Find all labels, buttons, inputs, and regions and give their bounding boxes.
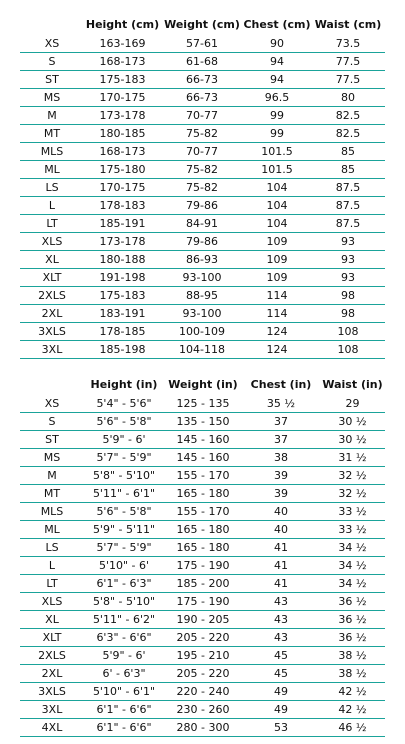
table-cell: 43 bbox=[274, 631, 288, 644]
table-cell: 135 - 150 bbox=[176, 415, 230, 428]
table-cell: 99 bbox=[270, 109, 284, 122]
table-cell: 5'7" - 5'9" bbox=[96, 541, 152, 554]
table-cell: 38 ½ bbox=[338, 667, 367, 680]
table-cell: 124 bbox=[266, 325, 288, 338]
table-cell: 30 ½ bbox=[338, 415, 367, 428]
table-cell: 185-198 bbox=[99, 343, 146, 356]
table-cell: 175-183 bbox=[99, 73, 146, 86]
size-label: MLS bbox=[40, 145, 64, 158]
size-label: MLS bbox=[40, 505, 64, 518]
table-row bbox=[20, 395, 385, 413]
size-label: L bbox=[48, 199, 56, 212]
table-cell: 185 - 200 bbox=[176, 577, 230, 590]
table-cell: 168-173 bbox=[99, 55, 146, 68]
table-cell: 87.5 bbox=[335, 199, 361, 212]
table-cell: 178-183 bbox=[99, 199, 146, 212]
size-table-cm bbox=[20, 13, 385, 359]
size-label: L bbox=[48, 559, 56, 572]
table-row bbox=[20, 269, 385, 287]
table-cell: 108 bbox=[337, 325, 359, 338]
header-row bbox=[20, 373, 385, 395]
table-cell: 75-82 bbox=[186, 181, 218, 194]
size-label: ST bbox=[45, 73, 59, 86]
table-cell: 191-198 bbox=[99, 271, 146, 284]
table-cell: 5'7" - 5'9" bbox=[96, 451, 152, 464]
table-cell: 109 bbox=[266, 253, 288, 266]
table-row bbox=[20, 431, 385, 449]
table-cell: 170-175 bbox=[99, 181, 146, 194]
table-row bbox=[20, 53, 385, 71]
table-cell: 175 - 190 bbox=[176, 559, 230, 572]
table-cell: 5'10" - 6'1" bbox=[92, 685, 156, 698]
table-cell: 6'1" - 6'6" bbox=[96, 703, 152, 716]
table-cell: 101.5 bbox=[261, 163, 293, 176]
table-row bbox=[20, 719, 385, 737]
size-label: XS bbox=[44, 397, 60, 410]
table-row bbox=[20, 179, 385, 197]
size-label: 2XL bbox=[41, 307, 63, 320]
table-cell: 38 bbox=[274, 451, 288, 464]
table-cell: 124 bbox=[266, 343, 288, 356]
table-cell: 75-82 bbox=[186, 127, 218, 140]
table-cell: 99 bbox=[270, 127, 284, 140]
table-row bbox=[20, 665, 385, 683]
table-cell: 5'8" - 5'10" bbox=[92, 469, 156, 482]
table-cell: 42 ½ bbox=[338, 703, 367, 716]
table-cell: 41 bbox=[274, 559, 288, 572]
table-cell: 168-173 bbox=[99, 145, 146, 158]
table-cell: 70-77 bbox=[186, 145, 218, 158]
table-cell: 93-100 bbox=[182, 271, 222, 284]
table-cell: 34 ½ bbox=[338, 577, 367, 590]
size-label: ML bbox=[44, 163, 60, 176]
table-cell: 82.5 bbox=[335, 109, 361, 122]
table-cell: 145 - 160 bbox=[176, 433, 230, 446]
size-label: 4XL bbox=[41, 721, 63, 734]
table-cell: 205 - 220 bbox=[176, 631, 230, 644]
table-row bbox=[20, 89, 385, 107]
table-cell: 155 - 170 bbox=[176, 469, 230, 482]
table-cell: 280 - 300 bbox=[176, 721, 230, 734]
table-cell: 93 bbox=[341, 253, 355, 266]
table-cell: 104 bbox=[266, 181, 288, 194]
size-label: MS bbox=[43, 451, 61, 464]
size-table-inches bbox=[20, 373, 385, 737]
table-cell: 109 bbox=[266, 271, 288, 284]
table-cell: 125 - 135 bbox=[176, 397, 230, 410]
header-row bbox=[20, 13, 385, 35]
table-row bbox=[20, 593, 385, 611]
table-cell: 41 bbox=[274, 541, 288, 554]
table-cell: 77.5 bbox=[335, 73, 361, 86]
size-label: LT bbox=[46, 217, 58, 230]
table-cell: 165 - 180 bbox=[176, 487, 230, 500]
table-cell: 5'9" - 6' bbox=[102, 433, 146, 446]
table-row bbox=[20, 323, 385, 341]
table-cell: 73.5 bbox=[335, 37, 361, 50]
table-row bbox=[20, 503, 385, 521]
size-label: LT bbox=[46, 577, 58, 590]
table-cell: 98 bbox=[341, 307, 355, 320]
table-cell: 230 - 260 bbox=[176, 703, 230, 716]
size-label: LS bbox=[45, 541, 59, 554]
table-cell: 180-188 bbox=[99, 253, 146, 266]
table-cell: 43 bbox=[274, 595, 288, 608]
table-cell: 70-77 bbox=[186, 109, 218, 122]
table-cell: 49 bbox=[274, 685, 288, 698]
table-cell: 104 bbox=[266, 217, 288, 230]
size-label: MS bbox=[43, 91, 61, 104]
table-cell: 170-175 bbox=[99, 91, 146, 104]
table-cell: 220 - 240 bbox=[176, 685, 230, 698]
table-cell: 93 bbox=[341, 235, 355, 248]
table-cell: 36 ½ bbox=[338, 613, 367, 626]
table-cell: 165 - 180 bbox=[176, 541, 230, 554]
table-row bbox=[20, 683, 385, 701]
column-header: Waist (in) bbox=[322, 377, 383, 391]
table-cell: 180-185 bbox=[99, 127, 146, 140]
table-cell: 96.5 bbox=[264, 91, 290, 104]
table-row bbox=[20, 161, 385, 179]
table-cell: 79-86 bbox=[186, 235, 218, 248]
size-label: S bbox=[48, 55, 56, 68]
table-cell: 84-91 bbox=[186, 217, 218, 230]
table-cell: 57-61 bbox=[186, 37, 218, 50]
size-label: 2XLS bbox=[38, 649, 66, 662]
table-row bbox=[20, 143, 385, 161]
table-cell: 98 bbox=[341, 289, 355, 302]
table-cell: 33 ½ bbox=[338, 523, 367, 536]
table-cell: 185-191 bbox=[99, 217, 146, 230]
table-cell: 34 ½ bbox=[338, 559, 367, 572]
size-label: LS bbox=[45, 181, 59, 194]
table-cell: 33 ½ bbox=[338, 505, 367, 518]
table-row bbox=[20, 107, 385, 125]
table-cell: 34 ½ bbox=[338, 541, 367, 554]
table-cell: 77.5 bbox=[335, 55, 361, 68]
size-label: ML bbox=[44, 523, 60, 536]
table-cell: 45 bbox=[274, 667, 288, 680]
table-cell: 190 - 205 bbox=[176, 613, 230, 626]
table-cell: 86-93 bbox=[186, 253, 218, 266]
table-cell: 75-82 bbox=[186, 163, 218, 176]
size-label: XLS bbox=[41, 595, 63, 608]
table-cell: 88-95 bbox=[186, 289, 218, 302]
column-header: Height (cm) bbox=[85, 17, 160, 31]
table-cell: 5'8" - 5'10" bbox=[92, 595, 156, 608]
size-label: M bbox=[47, 469, 57, 482]
size-label: 2XLS bbox=[38, 289, 66, 302]
size-label: XLS bbox=[41, 235, 63, 248]
table-cell: 36 ½ bbox=[338, 595, 367, 608]
table-cell: 178-185 bbox=[99, 325, 146, 338]
table-cell: 163-169 bbox=[99, 37, 146, 50]
table-row bbox=[20, 467, 385, 485]
table-row bbox=[20, 215, 385, 233]
table-cell: 183-191 bbox=[99, 307, 146, 320]
table-cell: 79-86 bbox=[186, 199, 218, 212]
column-header: Chest (cm) bbox=[243, 17, 311, 31]
table-row bbox=[20, 287, 385, 305]
table-cell: 37 bbox=[274, 415, 288, 428]
size-label: XLT bbox=[42, 271, 62, 284]
table-cell: 30 ½ bbox=[338, 433, 367, 446]
table-row bbox=[20, 575, 385, 593]
table-cell: 100-109 bbox=[179, 325, 225, 338]
table-cell: 37 bbox=[274, 433, 288, 446]
table-cell: 173-178 bbox=[99, 235, 146, 248]
column-header: Height (in) bbox=[90, 377, 158, 391]
table-cell: 61-68 bbox=[186, 55, 218, 68]
size-label: MT bbox=[43, 487, 61, 500]
table-cell: 42 ½ bbox=[338, 685, 367, 698]
table-row bbox=[20, 197, 385, 215]
table-cell: 32 ½ bbox=[338, 487, 367, 500]
size-label: 3XL bbox=[41, 343, 63, 356]
table-row bbox=[20, 305, 385, 323]
table-cell: 145 - 160 bbox=[176, 451, 230, 464]
table-cell: 39 bbox=[274, 469, 288, 482]
table-cell: 6'1" - 6'6" bbox=[96, 721, 152, 734]
table-cell: 29 bbox=[345, 397, 360, 410]
table-cell: 6' - 6'3" bbox=[102, 667, 146, 680]
table-cell: 101.5 bbox=[261, 145, 293, 158]
table-cell: 205 - 220 bbox=[176, 667, 230, 680]
table-cell: 85 bbox=[341, 163, 355, 176]
size-label: S bbox=[48, 415, 56, 428]
table-cell: 175 - 190 bbox=[176, 595, 230, 608]
table-cell: 36 ½ bbox=[338, 631, 367, 644]
table-cell: 5'6" - 5'8" bbox=[96, 505, 152, 518]
size-label: XS bbox=[44, 37, 60, 50]
table-cell: 38 ½ bbox=[338, 649, 367, 662]
table-row bbox=[20, 539, 385, 557]
table-cell: 195 - 210 bbox=[176, 649, 230, 662]
table-cell: 5'10" - 6' bbox=[98, 559, 150, 572]
size-label: 3XLS bbox=[38, 685, 66, 698]
table-row bbox=[20, 413, 385, 431]
table-cell: 114 bbox=[266, 289, 288, 302]
table-row bbox=[20, 521, 385, 539]
column-header: Waist (cm) bbox=[314, 17, 382, 31]
table-row bbox=[20, 629, 385, 647]
table-cell: 6'3" - 6'6" bbox=[96, 631, 152, 644]
table-cell: 85 bbox=[341, 145, 355, 158]
table-cell: 173-178 bbox=[99, 109, 146, 122]
table-cell: 80 bbox=[341, 91, 355, 104]
table-cell: 45 bbox=[274, 649, 288, 662]
column-header: Chest (in) bbox=[250, 377, 312, 391]
table-row bbox=[20, 71, 385, 89]
table-cell: 165 - 180 bbox=[176, 523, 230, 536]
table-cell: 93 bbox=[341, 271, 355, 284]
table-cell: 5'6" - 5'8" bbox=[96, 415, 152, 428]
table-row bbox=[20, 647, 385, 665]
table-cell: 175-183 bbox=[99, 289, 146, 302]
table-row bbox=[20, 251, 385, 269]
table-cell: 49 bbox=[274, 703, 288, 716]
table-row bbox=[20, 485, 385, 503]
table-cell: 109 bbox=[266, 235, 288, 248]
table-row bbox=[20, 557, 385, 575]
table-cell: 87.5 bbox=[335, 181, 361, 194]
table-cell: 6'1" - 6'3" bbox=[96, 577, 152, 590]
table-cell: 66-73 bbox=[186, 91, 218, 104]
table-row bbox=[20, 449, 385, 467]
size-label: 3XLS bbox=[38, 325, 66, 338]
table-row bbox=[20, 35, 385, 53]
table-row bbox=[20, 341, 385, 359]
table-cell: 40 bbox=[274, 523, 288, 536]
table-cell: 104-118 bbox=[179, 343, 225, 356]
table-cell: 104 bbox=[266, 199, 288, 212]
table-cell: 41 bbox=[274, 577, 288, 590]
table-cell: 5'11" - 6'2" bbox=[92, 613, 156, 626]
table-cell: 94 bbox=[270, 55, 284, 68]
table-cell: 35 ½ bbox=[266, 397, 296, 410]
table-cell: 114 bbox=[266, 307, 288, 320]
table-cell: 94 bbox=[270, 73, 284, 86]
table-cell: 32 ½ bbox=[338, 469, 367, 482]
table-cell: 40 bbox=[274, 505, 288, 518]
table-cell: 5'4" - 5'6" bbox=[96, 397, 152, 410]
table-row bbox=[20, 701, 385, 719]
size-label: XL bbox=[45, 613, 59, 626]
table-cell: 39 bbox=[274, 487, 288, 500]
table-cell: 5'9" - 6' bbox=[102, 649, 146, 662]
size-label: M bbox=[47, 109, 57, 122]
table-cell: 31 ½ bbox=[338, 451, 367, 464]
table-cell: 155 - 170 bbox=[176, 505, 230, 518]
table-cell: 90 bbox=[270, 37, 284, 50]
table-cell: 87.5 bbox=[335, 217, 361, 230]
size-label: 3XL bbox=[41, 703, 63, 716]
size-label: 2XL bbox=[41, 667, 63, 680]
table-row bbox=[20, 611, 385, 629]
size-label: ST bbox=[45, 433, 59, 446]
size-label: XL bbox=[45, 253, 59, 266]
table-cell: 53 bbox=[274, 721, 288, 734]
table-row bbox=[20, 233, 385, 251]
column-header: Weight (cm) bbox=[164, 17, 240, 31]
table-cell: 5'11" - 6'1" bbox=[92, 487, 156, 500]
size-label: MT bbox=[43, 127, 61, 140]
column-header: Weight (in) bbox=[168, 377, 238, 391]
size-label: XLT bbox=[42, 631, 62, 644]
table-cell: 82.5 bbox=[335, 127, 361, 140]
table-cell: 175-180 bbox=[99, 163, 146, 176]
table-cell: 108 bbox=[337, 343, 359, 356]
table-cell: 66-73 bbox=[186, 73, 218, 86]
table-cell: 5'9" - 5'11" bbox=[92, 523, 156, 536]
table-cell: 43 bbox=[274, 613, 288, 626]
table-cell: 46 ½ bbox=[338, 721, 367, 734]
table-cell: 93-100 bbox=[182, 307, 222, 320]
table-row bbox=[20, 125, 385, 143]
